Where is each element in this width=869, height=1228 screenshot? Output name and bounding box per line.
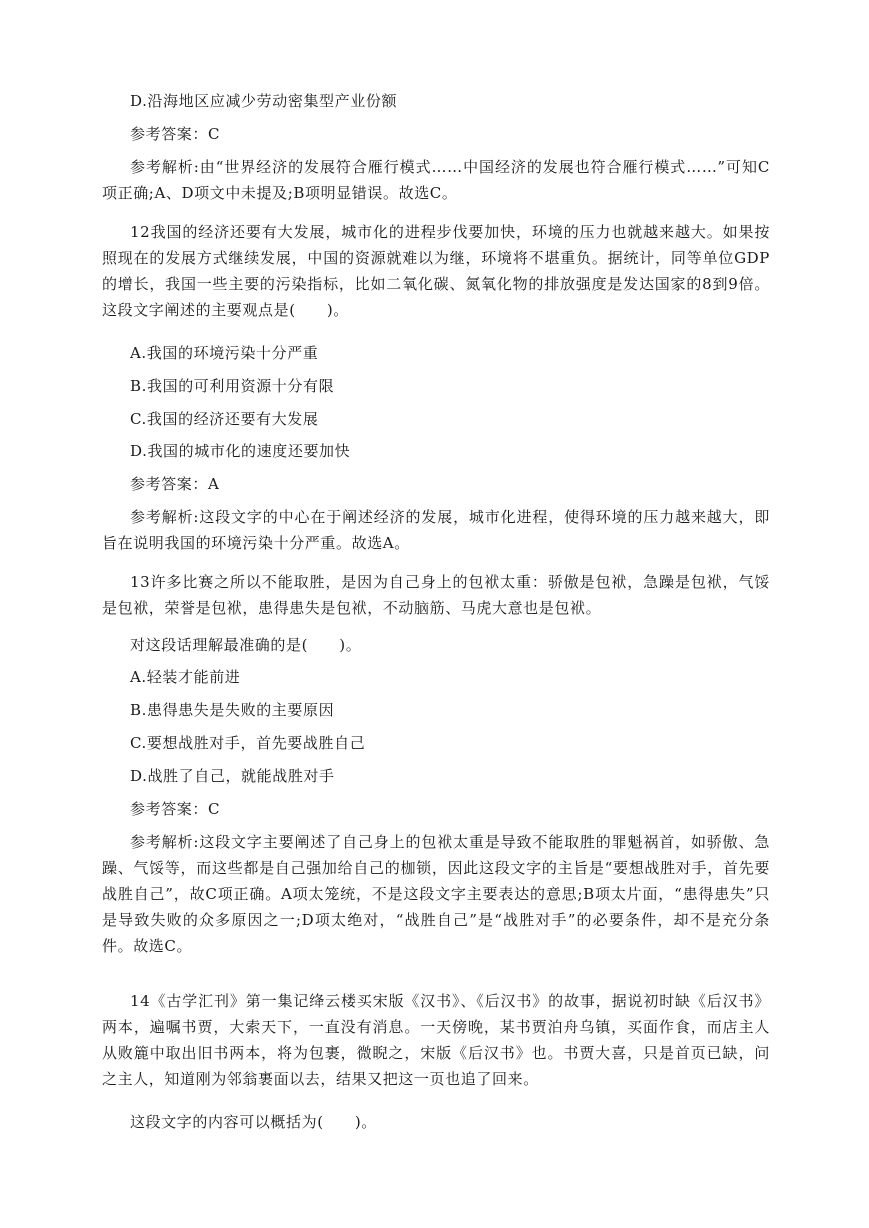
option-a-text: A.轻装才能前进 [130, 668, 241, 686]
option-b-text: B.我国的可利用资源十分有限 [130, 377, 335, 395]
answer-text: 参考答案：C [130, 800, 221, 818]
explanation-text: 参考解析:这段文字主要阐述了自己身上的包袱太重是导致不能取胜的罪魁祸首，如骄傲、急躁、气馁等，而这些都是自己强加给自己的枷锁，因此这段文字的主旨是“要想战胜对手，首先要战胜自己”，故C项正确。A项太笼统，不是这段文字主要表达的意思;B项太片面，“患得患失”只是导致失败的众多原因之一;D项太绝对，“战胜自己”是“战胜对手”的必要条件，却不是充分条件。故选C。 [102, 833, 770, 955]
question-prompt-text: 这段文字的内容可以概括为( )。 [130, 1113, 377, 1131]
question-13-text: 13许多比赛之所以不能取胜，是因为自己身上的包袱太重：骄傲是包袱，急躁是包袱，气馁是包袱，荣誉是包袱，患得患失是包袱，不动脑筋、马虎大意也是包袱。 [102, 573, 770, 617]
question-prompt-text: 对这段话理解最准确的是( )。 [130, 636, 362, 654]
question-14-text: 14《古学汇刊》第一集记绛云楼买宋版《汉书》、《后汉书》的故事，据说初时缺《后汉书》两本，遍嘱书贾，大索天下，一直没有消息。一天傍晚，某书贾泊舟乌镇，买面作食，而店主人从败簏中取出旧书两本，将为包裹，微睨之，宋版《后汉书》也。书贾大喜，只是首页已缺，问之主人，知道刚为邻翁裹面以去，结果又把这一页也追了回来。 [102, 992, 770, 1088]
answer-text: 参考答案：A [130, 475, 220, 493]
option-c-text: C.要想战胜对手，首先要战胜自己 [130, 734, 366, 752]
option-a-text: A.我国的环境污染十分严重 [130, 344, 319, 362]
option-c-text: C.我国的经济还要有大发展 [130, 410, 319, 428]
option-d-text: D.沿海地区应减少劳动密集型产业份额 [130, 92, 398, 110]
option-b-text: B.患得患失是失败的主要原因 [130, 701, 335, 719]
option-d-text: D.我国的城市化的速度还要加快 [130, 442, 351, 460]
option-d-text: D.战胜了自己，就能战胜对手 [130, 767, 335, 785]
explanation-text: 参考解析:这段文字的中心在于阐述经济的发展，城市化进程，使得环境的压力越来越大，即旨在说明我国的环境污染十分严重。故选A。 [102, 508, 770, 552]
question-12-text: 12我国的经济还要有大发展，城市化的进程步伐要加快，环境的压力也就越来越大。如果按照现在的发展方式继续发展，中国的资源就难以为继，环境将不堪重负。据统计，同等单位GDP的增长，我国一些主要的污染指标，比如二氧化碳、氮氧化物的排放强度是发达国家的8到9倍。这段文字阐述的主要观点是( )。 [102, 223, 770, 319]
answer-text: 参考答案：C [130, 125, 221, 143]
explanation-text: 参考解析:由“世界经济的发展符合雁行模式……中国经济的发展也符合雁行模式……”可知C项正确;A、D项文中未提及;B项明显错误。故选C。 [102, 158, 770, 202]
